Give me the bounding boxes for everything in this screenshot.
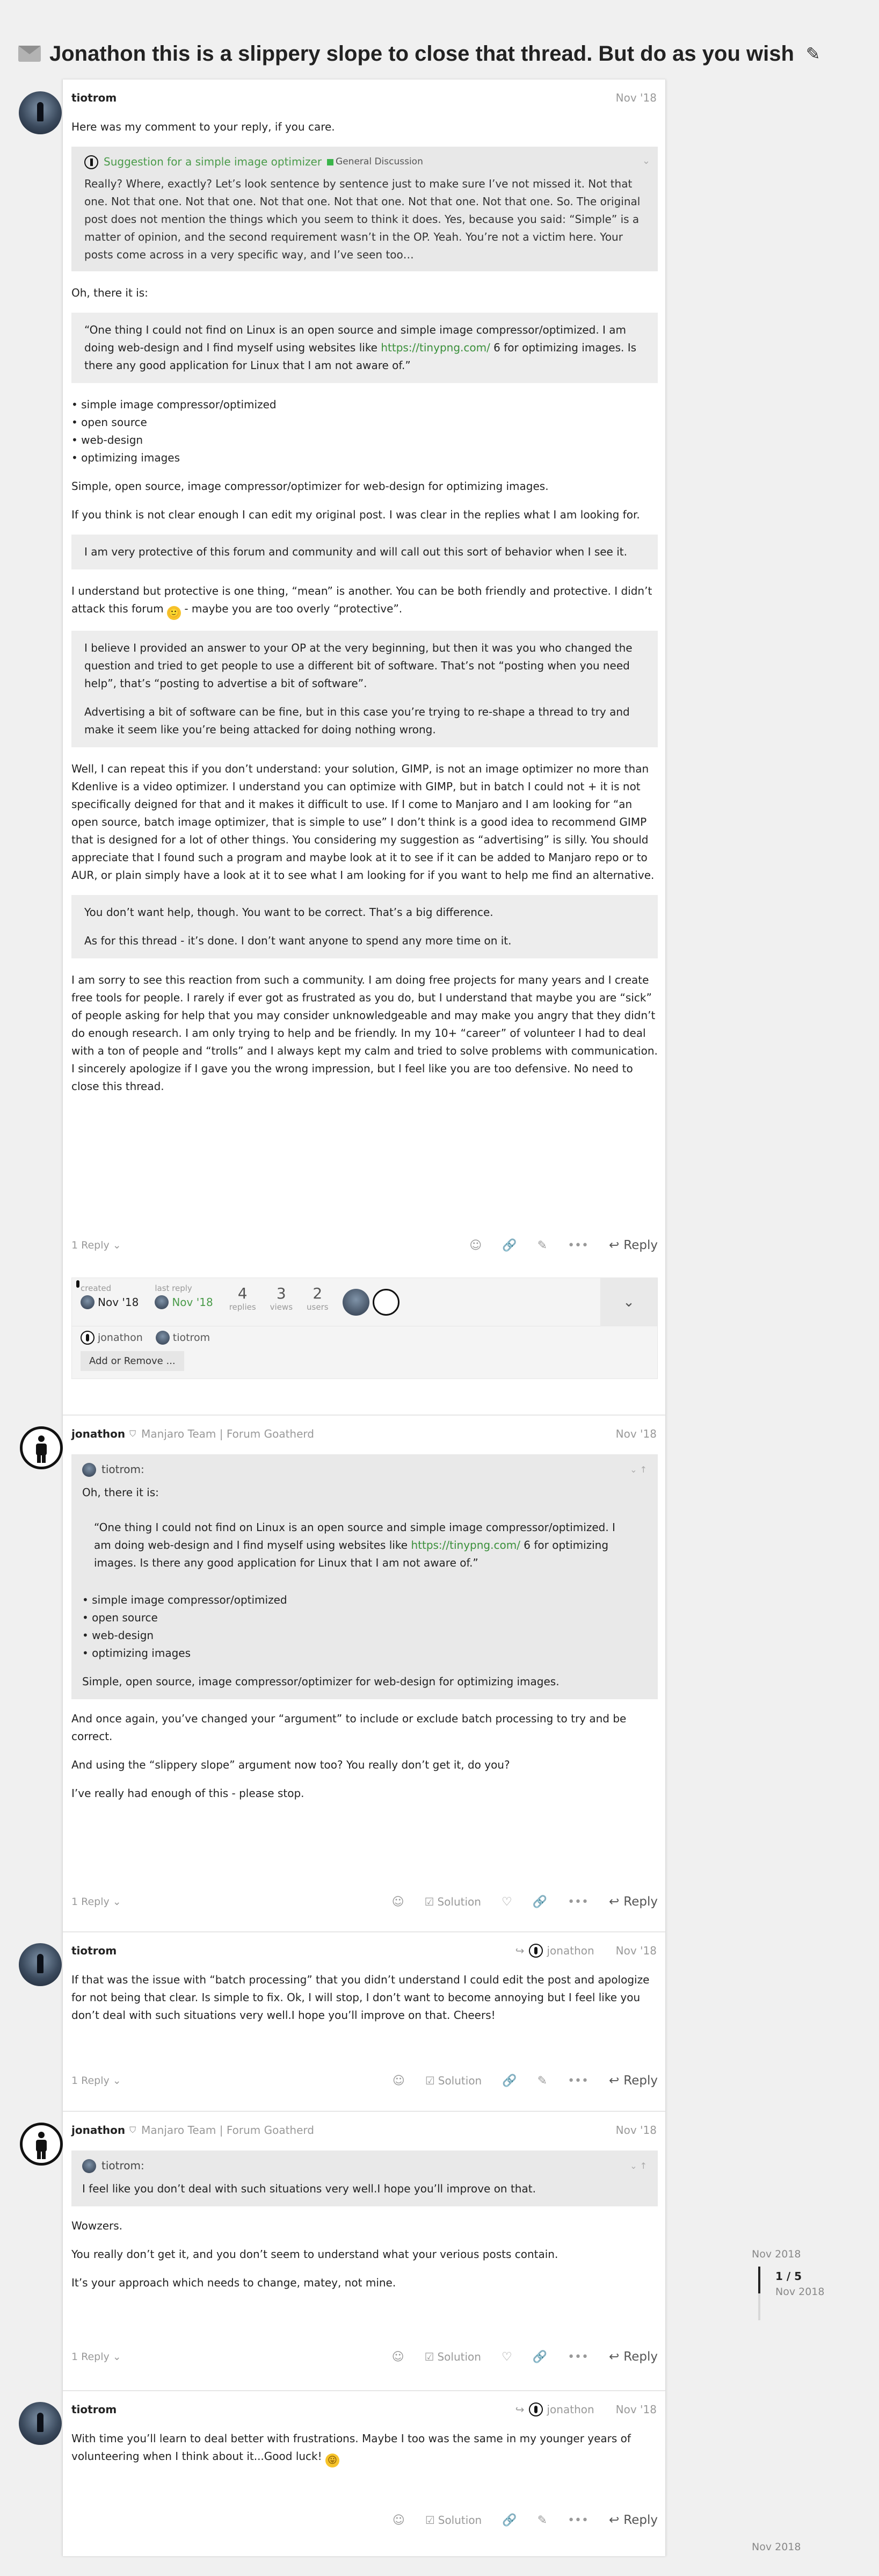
post-date[interactable]: Nov '18 bbox=[615, 1427, 657, 1440]
replies-count: 1 Reply bbox=[71, 2075, 110, 2087]
solution-button[interactable] bbox=[425, 1895, 481, 1908]
emoji-reaction-icon[interactable]: ☺ bbox=[469, 1238, 482, 1252]
timeline-position: 1 / 5 bbox=[775, 2270, 802, 2283]
blockquote: I am very protective of this forum and community and will call out this sort of behavior when I see it. bbox=[71, 535, 658, 569]
quote-text: As for this thread - it’s done. I don’t want anyone to spend any more time on it. bbox=[84, 934, 512, 947]
timeline-start-date[interactable]: Nov 2018 bbox=[752, 2248, 801, 2260]
avatar bbox=[81, 1331, 95, 1345]
reply-to[interactable] bbox=[515, 1944, 594, 1958]
topic-timeline bbox=[752, 2248, 859, 2329]
avatar bbox=[82, 2159, 96, 2173]
post-header bbox=[71, 89, 657, 106]
post-actions bbox=[71, 1235, 658, 1256]
solution-button[interactable] bbox=[425, 2074, 482, 2087]
avatar-leg bbox=[37, 1454, 41, 1463]
timeline-handle[interactable] bbox=[758, 2267, 760, 2293]
solution-button[interactable] bbox=[425, 2350, 481, 2363]
solution-button[interactable] bbox=[425, 2514, 482, 2527]
post-4 bbox=[63, 2111, 665, 2390]
quote-text: Simple, open source, image compressor/optimizer for web-design for optimizing images. bbox=[82, 1675, 560, 1688]
reply-to-arrow-icon: ↪ bbox=[515, 2403, 525, 2416]
participant-tiotrom[interactable] bbox=[156, 1331, 210, 1345]
participant-jonathon[interactable] bbox=[81, 1331, 143, 1345]
paragraph: Here was my comment to your reply, if you care. bbox=[71, 120, 335, 133]
emoji-reaction-icon[interactable]: ☺ bbox=[392, 2513, 405, 2527]
last-reply-label: last reply bbox=[155, 1283, 192, 1293]
avatar[interactable] bbox=[20, 1426, 63, 1469]
more-icon[interactable]: ••• bbox=[568, 1895, 589, 1909]
action-buttons bbox=[393, 2513, 658, 2527]
category-color-icon bbox=[327, 159, 333, 165]
reply-button[interactable] bbox=[609, 2513, 658, 2527]
avatar bbox=[156, 1331, 170, 1345]
reply-label: Reply bbox=[623, 1895, 658, 1909]
post-actions bbox=[71, 1891, 658, 1913]
quote-text: 6 for optimizing images. Is there any good application for Linux that I am not aware of.” bbox=[94, 1539, 609, 1569]
views-stat bbox=[270, 1283, 293, 1312]
emoji-reaction-icon[interactable]: ☺ bbox=[391, 2350, 404, 2364]
post-body bbox=[71, 1971, 658, 2035]
quote-expand-icon[interactable]: ⌄ ↑ bbox=[630, 2161, 647, 2171]
reply-button[interactable] bbox=[609, 2074, 658, 2088]
reply-button[interactable] bbox=[609, 1238, 658, 1252]
replies-count: 1 Reply bbox=[71, 1896, 110, 1908]
solution-label: Solution bbox=[437, 1895, 481, 1908]
replies-count: 1 Reply bbox=[71, 2351, 110, 2363]
show-replies-button[interactable]: 1 Reply ⌄ bbox=[71, 2351, 121, 2363]
onebox-quote[interactable] bbox=[71, 147, 658, 271]
avatar bbox=[155, 1295, 169, 1309]
edit-icon[interactable]: ✎ bbox=[537, 2074, 548, 2088]
post-actions bbox=[71, 2346, 658, 2368]
users-stat bbox=[307, 1283, 329, 1312]
envelope-icon bbox=[18, 46, 41, 62]
link-icon[interactable]: 🔗 bbox=[532, 2350, 548, 2364]
more-icon[interactable]: ••• bbox=[568, 2074, 589, 2088]
quote-text: “One thing I could not find on Linux is an open source and simple image compressor/optimized. I am doing web-design and I find myself using websites like bbox=[94, 1521, 615, 1552]
blockquote bbox=[71, 895, 658, 958]
reply-to-arrow-icon: ↪ bbox=[515, 1944, 525, 1957]
avatar[interactable] bbox=[373, 1289, 399, 1316]
moderator-shield-icon: ⛉ bbox=[129, 1428, 136, 1439]
paragraph: It’s your approach which needs to change, matey, not mine. bbox=[71, 2276, 396, 2289]
paragraph: If you think is not clear enough I can edit my original post. I was clear in the replies what I am looking for. bbox=[71, 508, 640, 521]
blockquote bbox=[71, 631, 658, 747]
paragraph: I am sorry to see this reaction from such a community. I am doing free projects for many years and I create free tools for people. I rarely if ever got as frustrated as you do, but I understand that maybe you are “sick” of people asking for help that you may consider unknowledgeable and may make you angry that they didn’t do enough research. I am only trying to help and be friendly. In my 10+ “career” of volunteer I had to deal with a ton of people and “trolls” and I always kept my calm and tried to solve problems with communication. I sincerely apologize if I gave you the wrong impression, but I feel like you are too defensive. No need to close this thread. bbox=[71, 973, 658, 1093]
avatar-head bbox=[38, 1435, 45, 1442]
smile-emoji-icon: 🙂 bbox=[167, 606, 181, 620]
avatar bbox=[529, 1944, 543, 1958]
paragraph: You really don’t get it, and you don’t seem to understand what your verious posts contain. bbox=[71, 2248, 558, 2261]
username[interactable]: tiotrom bbox=[71, 91, 117, 104]
username[interactable]: jonathon bbox=[71, 1427, 126, 1440]
post-header bbox=[71, 1425, 657, 1442]
reply-label: Reply bbox=[623, 2074, 658, 2088]
heart-icon[interactable]: ♡ bbox=[501, 1895, 512, 1909]
category-name: General Discussion bbox=[336, 156, 423, 167]
avatar[interactable] bbox=[19, 2402, 62, 2445]
link-icon[interactable]: 🔗 bbox=[502, 2074, 517, 2088]
post-2 bbox=[63, 1415, 665, 1931]
action-buttons bbox=[392, 1895, 658, 1909]
paragraph: If that was the issue with “batch processing” that you didn’t understand I could edit the post and apologize for not being that clear. Is simple to fix. Ok, I will stop, I don’t want to become annoying but I feel like you don’t deal with such situations very well.I hope you’ll improve on that. Cheers! bbox=[71, 1973, 650, 2022]
pencil-icon[interactable]: ✎ bbox=[805, 44, 820, 64]
post-body bbox=[71, 2151, 658, 2303]
topic-map bbox=[71, 1278, 658, 1379]
heart-icon[interactable]: ♡ bbox=[501, 2350, 512, 2364]
last-reply-info[interactable] bbox=[155, 1283, 213, 1309]
action-buttons bbox=[393, 2074, 658, 2088]
action-buttons bbox=[469, 1238, 658, 1252]
post-body bbox=[71, 118, 658, 1106]
paragraph: And once again, you’ve changed your “argument” to include or exclude batch processing to try and be correct. bbox=[71, 1712, 627, 1743]
quote-expand-icon[interactable]: ⌄ ↑ bbox=[630, 1464, 647, 1475]
post-date[interactable]: Nov '18 bbox=[615, 2124, 657, 2137]
reply-button[interactable] bbox=[609, 2350, 658, 2364]
paragraph-text: I understand but protective is one thing, “mean” is another. You can be both friendly and protective. I didn’t attack this forum bbox=[71, 585, 652, 615]
paragraph: Well, I can repeat this if you don’t understand: your solution, GIMP, is not an image optimizer no more than Kdenlive is a video optimizer. I understand you can optimize with GIMP, but in batch I could not + it is not specifically deigned for that and it makes it difficult to use. If I come to Manjaro and I am looking for “an open source, batch image optimizer, that is simple to use” I don’t think is a good idea to recommend GIMP that is designed for a lot of other things. You considering my suggestion as “advertising” is silly. You should appreciate that I found such a program and maybe look at it to see if it can be added to Manjaro repo or to AUR, or plain simply have a look at it to see what I am looking for if you want to help me find an alternative. bbox=[71, 762, 655, 882]
created-label: created bbox=[81, 1283, 112, 1293]
paragraph: Oh, there it is: bbox=[71, 286, 148, 299]
show-replies-button[interactable]: 1 Reply ⌄ bbox=[71, 1239, 121, 1251]
tinypng-link[interactable]: https://tinypng.com/ bbox=[411, 1539, 520, 1552]
avatar-body bbox=[36, 2140, 47, 2152]
post-date[interactable]: Nov '18 bbox=[615, 2403, 657, 2416]
stat-number: 4 bbox=[237, 1285, 248, 1302]
paragraph-text: - maybe you are too overly “protective”. bbox=[181, 602, 403, 615]
link-icon[interactable]: 🔗 bbox=[502, 2513, 517, 2527]
stat-label: replies bbox=[229, 1302, 256, 1312]
post-header bbox=[71, 2122, 657, 2139]
quote-header bbox=[82, 1461, 647, 1478]
avatar[interactable] bbox=[19, 1943, 62, 1986]
avatar-leg bbox=[42, 1454, 46, 1463]
onebox-topic-link[interactable]: Suggestion for a simple image optimizer bbox=[104, 155, 322, 168]
created-info bbox=[81, 1283, 139, 1309]
add-remove-button[interactable]: Add or Remove ... bbox=[81, 1351, 184, 1371]
checkbox-icon: ☑ bbox=[425, 2514, 435, 2527]
solution-label: Solution bbox=[438, 2514, 482, 2527]
replies-count: 1 Reply bbox=[71, 1239, 110, 1251]
onebox-text: Really? Where, exactly? Let’s look sentence by sentence just to make sure I’ve not missed it. Not that one. Not that one. Not that one. Not that one. Not that one. Not that one. Not that one. So. The original post does not mention the things which you seem to think it does. Yes, because you said: “Simple” is a matter of opinion, and the second requirement wasn’t in the OP. Yeah. You’re not a victim here. Your posts come across in a very specific way, and I’ve seen too… bbox=[84, 177, 641, 261]
avatar bbox=[529, 2402, 543, 2416]
paragraph: Wowzers. bbox=[71, 2219, 122, 2232]
paragraph: And using the “slippery slope” argument now too? You really don’t get it, do you? bbox=[71, 1758, 510, 1771]
avatar bbox=[82, 1463, 96, 1477]
quote-text: Advertising a bit of software can be fine, but in this case you’re trying to re-shape a thread to try and make it seem like you’re being attacked for doing nothing wrong. bbox=[84, 705, 630, 736]
list-item: • open source bbox=[71, 416, 147, 429]
created-date: Nov '18 bbox=[98, 1296, 139, 1309]
avatar-body bbox=[36, 1444, 47, 1455]
post-5 bbox=[63, 2390, 665, 2556]
username[interactable]: jonathon bbox=[71, 2124, 126, 2137]
reply-arrow-icon: ↩ bbox=[609, 2074, 620, 2088]
quote-text: “One thing I could not find on Linux is an open source and simple image compressor/optimized. I am doing web-design and I find myself using websites like bbox=[84, 323, 627, 354]
tinypng-link[interactable]: https://tinypng.com/ bbox=[381, 341, 490, 354]
more-icon[interactable]: ••• bbox=[568, 2350, 589, 2364]
list-item: • open source bbox=[82, 1611, 158, 1624]
paragraph-text: With time you’ll learn to deal better with frustrations. Maybe I too was the same in my younger years of volunteering when I think about it...Good luck! bbox=[71, 2432, 631, 2463]
topic-map-summary bbox=[72, 1278, 657, 1326]
nested-blockquote bbox=[82, 1512, 647, 1578]
post-1 bbox=[63, 80, 665, 1415]
post-date[interactable]: Nov '18 bbox=[615, 1944, 657, 1957]
show-replies-button[interactable]: 1 Reply ⌄ bbox=[71, 1896, 121, 1908]
list-item: • web-design bbox=[71, 434, 143, 446]
list-item: • optimizing images bbox=[71, 451, 180, 464]
chevron-down-icon[interactable]: ⌄ bbox=[600, 1278, 657, 1326]
quote-username[interactable]: tiotrom: bbox=[101, 1463, 144, 1476]
moderator-shield-icon: ⛉ bbox=[129, 2125, 136, 2135]
quote-text: I feel like you don’t deal with such situations very well.I hope you’ll improve on that. bbox=[82, 2182, 536, 2195]
reply-arrow-icon: ↩ bbox=[609, 1895, 620, 1909]
avatar-head bbox=[38, 2132, 45, 2138]
paragraph bbox=[71, 582, 658, 620]
reply-label: Reply bbox=[623, 1238, 658, 1252]
action-buttons bbox=[392, 2350, 658, 2364]
category-badge[interactable] bbox=[327, 153, 423, 171]
paragraph: Simple, open source, image compressor/optimizer for web-design for optimizing images. bbox=[71, 480, 549, 493]
reply-arrow-icon: ↩ bbox=[609, 2350, 620, 2364]
paragraph: I’ve really had enough of this - please stop. bbox=[71, 1787, 304, 1800]
quote-text: 6 for optimizing images. Is there any good application for Linux that I am not aware of.” bbox=[84, 341, 637, 372]
post-header bbox=[71, 1942, 657, 1959]
avatar bbox=[81, 1295, 95, 1309]
emoji-reaction-icon[interactable]: ☺ bbox=[392, 2074, 405, 2088]
avatar[interactable] bbox=[19, 91, 62, 134]
post-actions bbox=[71, 2509, 658, 2531]
reply-arrow-icon: ↩ bbox=[609, 1238, 620, 1252]
topic-title-bar bbox=[18, 39, 856, 69]
blockquote bbox=[71, 313, 658, 383]
reply-label: Reply bbox=[623, 2350, 658, 2364]
list-item: • simple image compressor/optimized bbox=[82, 1593, 287, 1606]
participant-links bbox=[72, 1326, 657, 1349]
quoted-reply bbox=[71, 1454, 658, 1699]
show-replies-button[interactable]: 1 Reply ⌄ bbox=[71, 2075, 121, 2087]
stat-label: views bbox=[270, 1302, 293, 1312]
paragraph bbox=[71, 2430, 658, 2467]
avatar-leg bbox=[42, 2151, 46, 2159]
emoji-reaction-icon[interactable]: ☺ bbox=[391, 1895, 404, 1909]
checkbox-icon: ☑ bbox=[425, 2074, 435, 2087]
edit-icon[interactable]: ✎ bbox=[537, 1238, 548, 1252]
user-avatar-icon bbox=[84, 155, 98, 169]
quote-text: Oh, there it is: bbox=[82, 1486, 159, 1499]
post-header bbox=[71, 2401, 657, 2418]
timeline-position-date: Nov 2018 bbox=[775, 2286, 825, 2298]
bullet-list bbox=[71, 396, 658, 467]
bullet-list bbox=[82, 1591, 647, 1662]
reply-to[interactable] bbox=[515, 2402, 594, 2416]
list-item: • simple image compressor/optimized bbox=[71, 398, 277, 411]
chevron-down-icon[interactable]: ⌄ bbox=[642, 155, 650, 167]
participant-name: tiotrom bbox=[172, 1332, 210, 1344]
reply-to-username: jonathon bbox=[547, 1944, 594, 1957]
post-date[interactable]: Nov '18 bbox=[615, 91, 657, 104]
more-icon[interactable]: ••• bbox=[568, 2513, 589, 2527]
tongue-emoji-icon: 😛 bbox=[325, 2454, 339, 2467]
username[interactable]: tiotrom bbox=[71, 1944, 117, 1957]
post-stream bbox=[62, 80, 666, 2556]
quoted-reply bbox=[71, 2151, 658, 2206]
list-item: • optimizing images bbox=[82, 1647, 191, 1659]
quote-text: I believe I provided an answer to your OP at the very beginning, but then it was you who changed the question and tried to get people to use a different bit of software. That’s not “posting when you need help”, that’s “posting to advertise a bit of software”. bbox=[84, 641, 633, 690]
user-group[interactable]: Manjaro Team | Forum Goatherd bbox=[141, 2124, 314, 2137]
username[interactable]: tiotrom bbox=[71, 2403, 117, 2416]
checkbox-icon: ☑ bbox=[424, 1895, 434, 1908]
edit-icon[interactable]: ✎ bbox=[537, 2513, 548, 2527]
quote-header bbox=[82, 2157, 647, 2175]
onebox-header bbox=[84, 153, 645, 171]
solution-label: Solution bbox=[438, 2074, 482, 2087]
quote-username[interactable]: tiotrom: bbox=[101, 2159, 144, 2172]
quote-text: You don’t want help, though. You want to be correct. That’s a big difference. bbox=[84, 906, 493, 919]
link-icon[interactable]: 🔗 bbox=[502, 1238, 517, 1252]
timeline-end-date[interactable]: Nov 2018 bbox=[752, 2541, 801, 2553]
topic-title[interactable]: Jonathon this is a slippery slope to close that thread. But do as you wish bbox=[49, 41, 794, 66]
stat-number: 2 bbox=[313, 1285, 323, 1302]
reply-label: Reply bbox=[623, 2513, 658, 2527]
post-3 bbox=[63, 1931, 665, 2111]
post-actions bbox=[71, 2070, 658, 2091]
post-body bbox=[71, 2430, 658, 2478]
list-item: • web-design bbox=[82, 1629, 154, 1642]
reply-button[interactable] bbox=[609, 1895, 658, 1909]
participants bbox=[343, 1283, 399, 1316]
stat-label: users bbox=[307, 1302, 329, 1312]
avatar-leg bbox=[37, 2151, 41, 2159]
more-icon[interactable]: ••• bbox=[568, 1238, 589, 1252]
reply-arrow-icon: ↩ bbox=[609, 2513, 620, 2527]
post-body bbox=[71, 1454, 658, 1813]
link-icon[interactable]: 🔗 bbox=[532, 1895, 548, 1909]
solution-label: Solution bbox=[437, 2350, 481, 2363]
replies-stat bbox=[229, 1283, 256, 1312]
checkbox-icon: ☑ bbox=[424, 2350, 434, 2363]
participant-name: jonathon bbox=[98, 1332, 143, 1344]
avatar[interactable] bbox=[343, 1289, 369, 1316]
stat-number: 3 bbox=[276, 1285, 286, 1302]
reply-to-username: jonathon bbox=[547, 2403, 594, 2416]
avatar[interactable] bbox=[20, 2123, 63, 2166]
user-group[interactable]: Manjaro Team | Forum Goatherd bbox=[141, 1427, 314, 1440]
last-reply-date: Nov '18 bbox=[172, 1296, 213, 1309]
